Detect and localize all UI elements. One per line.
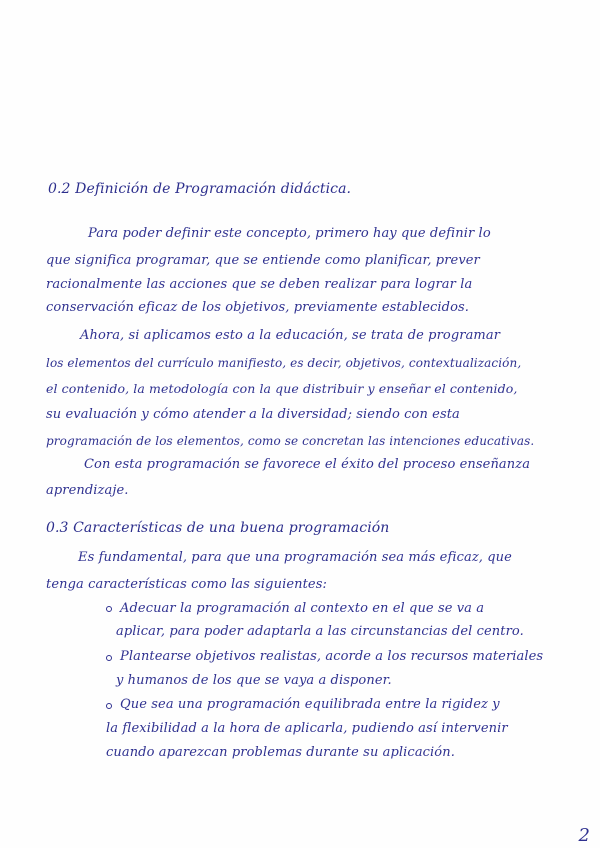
paragraph-line: los elementos del currículo manifiesto, es decir, objetivos, contextualización, [46,356,522,370]
paragraph-line: Con esta programación se favorece el éxito del proceso enseñanza [84,457,531,472]
bullet-circle-icon [106,606,112,612]
bullet-circle-icon [106,703,112,709]
paragraph-line: que significa programar, que se entiende como planificar, prever [46,253,480,268]
section-heading-definicion: 0.2 Definición de Programación didáctica. [48,181,352,197]
page-number: 2 [578,825,590,846]
bullet-circle-icon [106,655,112,661]
paragraph-line: Ahora, si aplicamos esto a la educación, se trata de programar [80,328,501,343]
paragraph-line: tenga características como las siguientes: [46,577,327,592]
paragraph-line: racionalmente las acciones que se deben realizar para lograr la [46,277,473,292]
bullet-line: la flexibilidad a la hora de aplicarla, pudiendo así intervenir [106,721,508,736]
paragraph-line: conservación eficaz de los objetivos, previamente establecidos. [46,300,470,315]
section-heading-caracteristicas: 0.3 Características de una buena programación [46,520,390,536]
bullet-line: y humanos de los que se vaya a disponer. [116,673,392,688]
paragraph-line: su evaluación y cómo atender a la diversidad; siendo con esta [46,407,460,422]
paragraph-line: Es fundamental, para que una programación sea más eficaz, que [78,550,512,565]
paragraph-line: el contenido, la metodología con la que distribuir y enseñar el contenido, [46,381,518,396]
bullet-line: aplicar, para poder adaptarla a las circunstancias del centro. [116,624,524,639]
bullet-line: Plantearse objetivos realistas, acorde a los recursos materiales [120,649,544,664]
bullet-line: Adecuar la programación al contexto en el que se va a [120,601,485,616]
paragraph-line: aprendizaje. [46,483,129,498]
bullet-line: Que sea una programación equilibrada entre la rigidez y [120,697,500,712]
paragraph-line: Para poder definir este concepto, primero hay que definir lo [88,226,491,241]
paragraph-line: programación de los elementos, como se concretan las intenciones educativas. [46,434,535,448]
bullet-line: cuando aparezcan problemas durante su aplicación. [106,745,455,760]
